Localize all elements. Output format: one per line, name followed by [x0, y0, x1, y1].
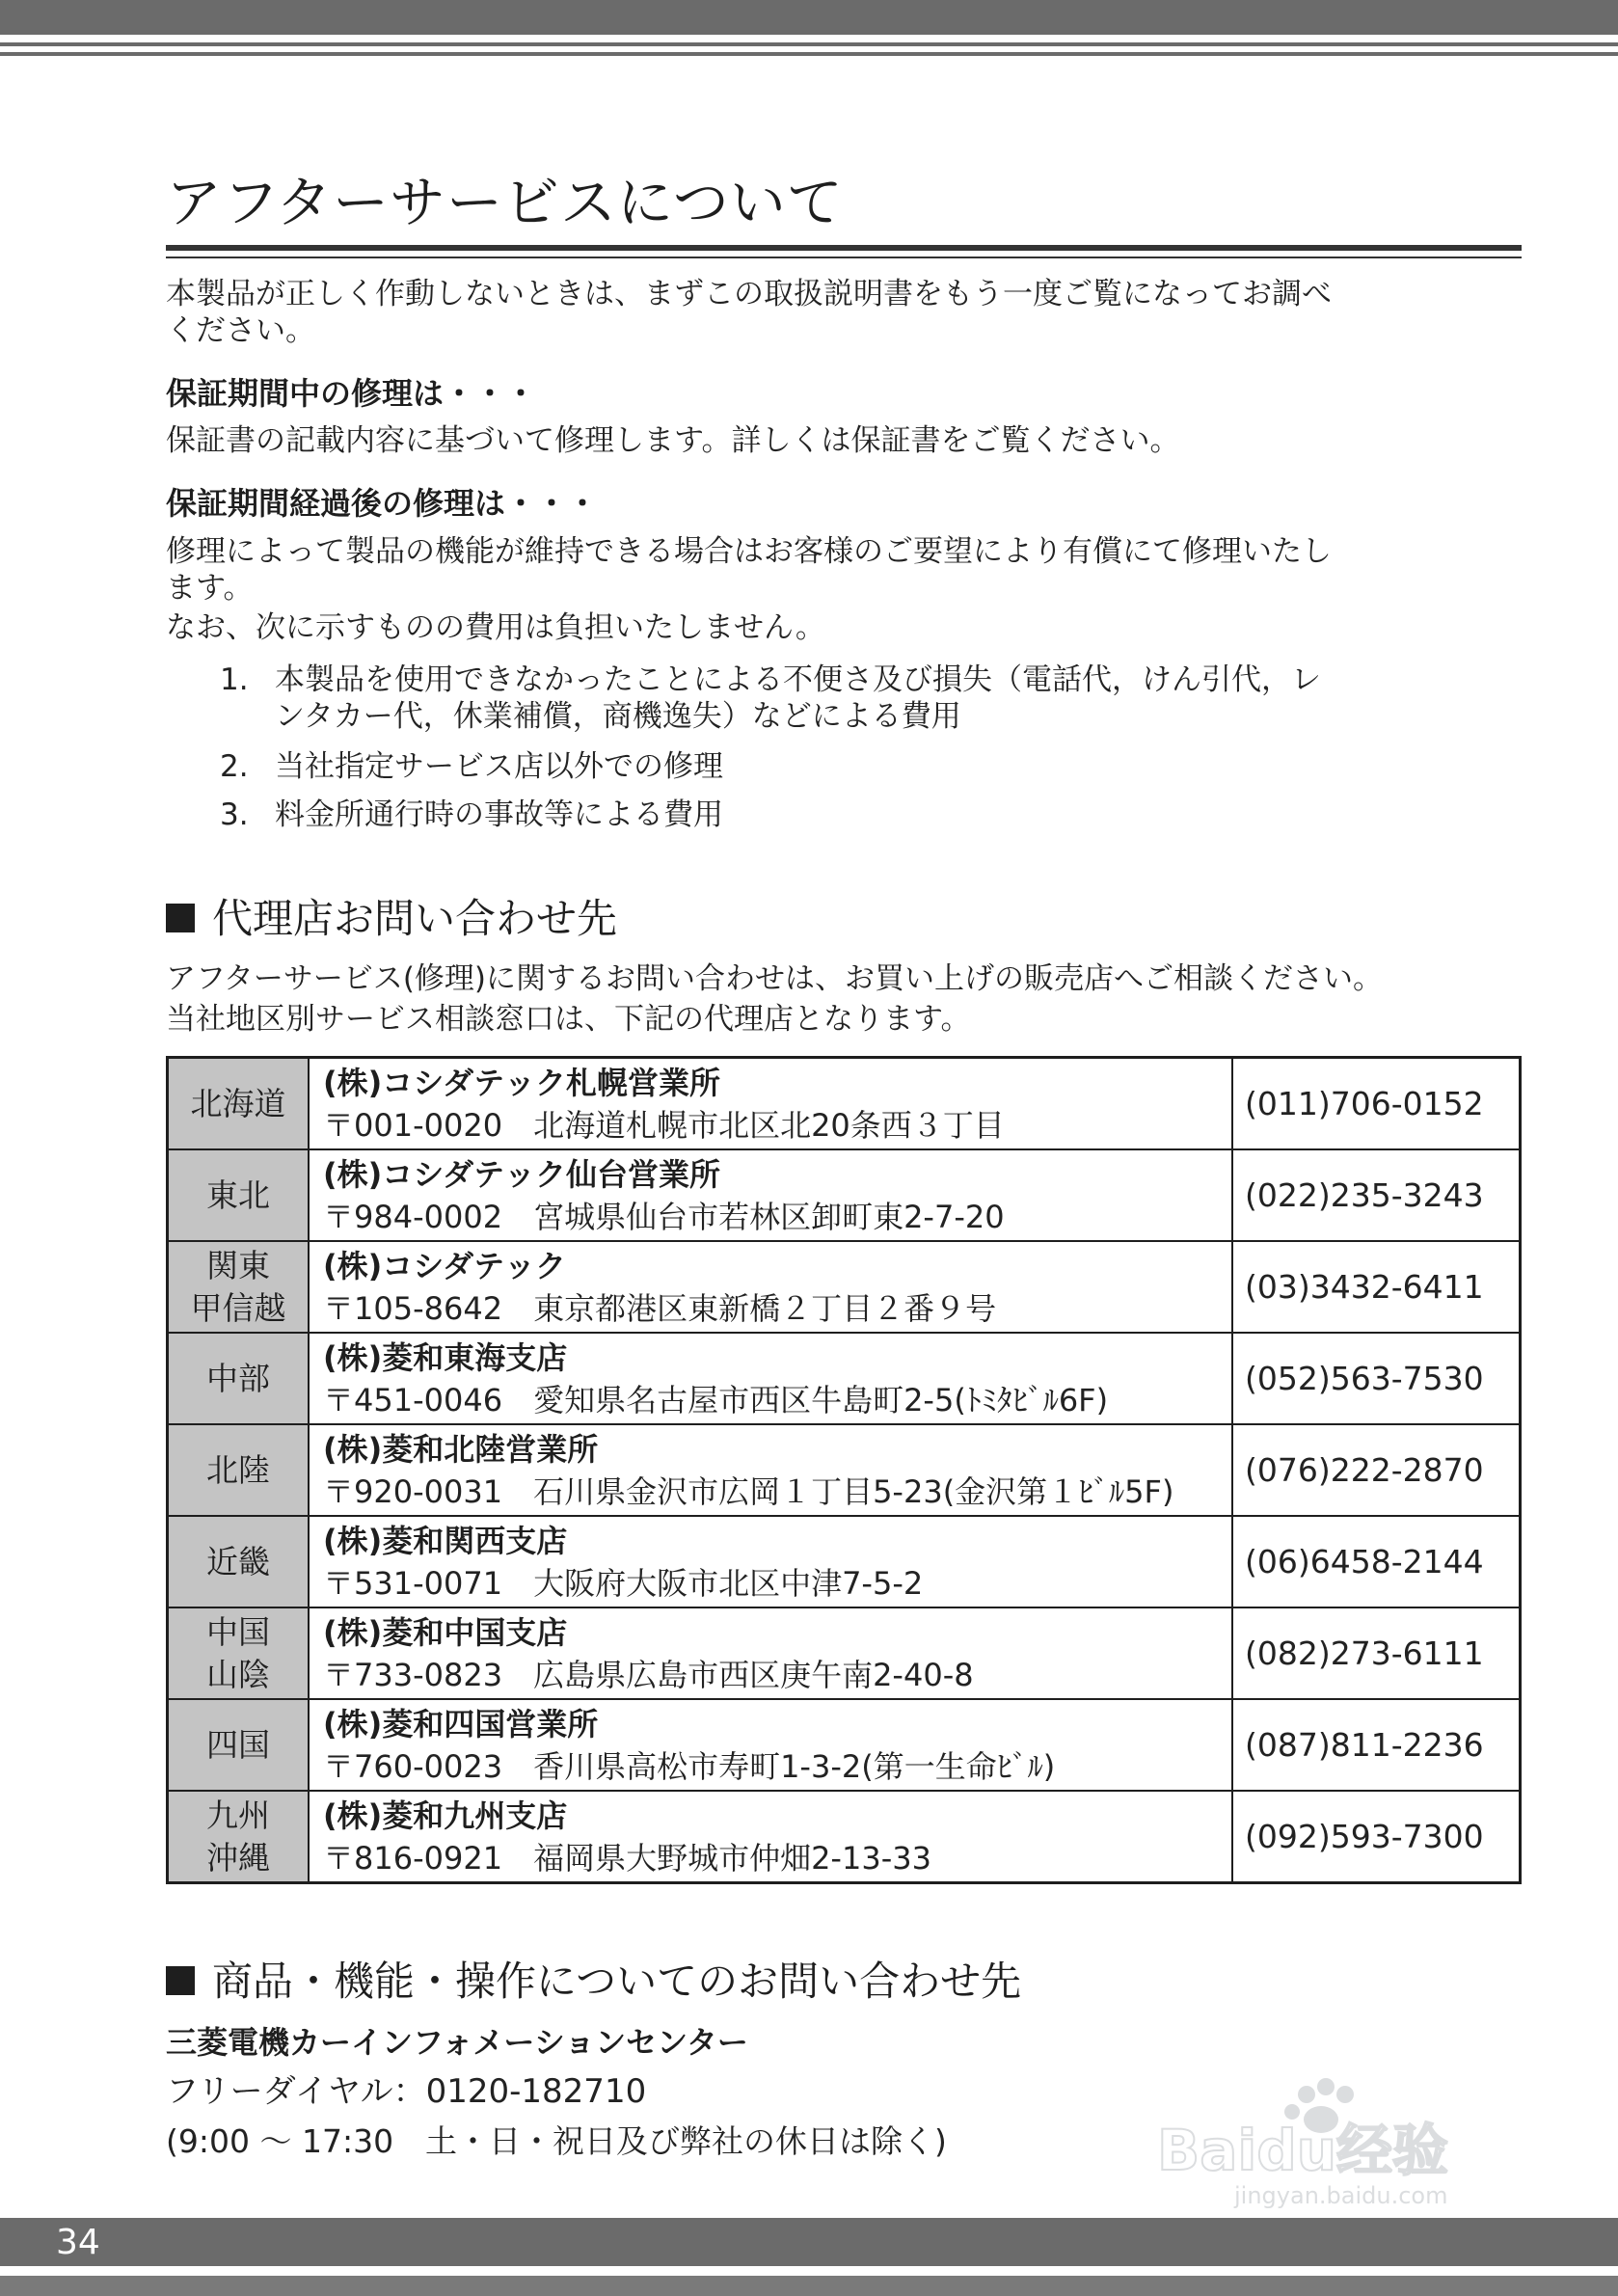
- list-number: 2.: [220, 749, 249, 784]
- region-cell: 関東 甲信越: [168, 1241, 310, 1333]
- dealer-intro: アフターサービス(修理)に関するお問い合わせは、お買い上げの販売店へご相談ください。: [166, 961, 1384, 996]
- phone-number: (022)235-3243: [1232, 1149, 1521, 1241]
- warranty-text: 保証書の記載内容に基づいて修理します。詳しくは保証書をご覧ください。: [166, 423, 1180, 458]
- table-row: [168, 1424, 1521, 1516]
- company-name: (株)菱和関西支店: [323, 1522, 568, 1559]
- product-section-title: 商品・機能・操作についてのお問い合わせ先: [212, 1958, 1022, 2005]
- company-address: 〒733-0823 広島県広島市西区庚午南2-40-8: [323, 1656, 974, 1693]
- region-cell: 近畿: [168, 1516, 310, 1607]
- company-address: 〒105-8642 東京都港区東新橋２丁目２番９号: [323, 1289, 997, 1327]
- dealer-cell: [309, 1424, 1232, 1516]
- list-item: ンタカー代，休業補償，商機逸失）などによる費用: [275, 699, 961, 734]
- table-row: [168, 1241, 1521, 1333]
- dealer-cell: [309, 1699, 1232, 1791]
- phone-number: (082)273-6111: [1232, 1607, 1521, 1699]
- watermark: [1138, 2073, 1562, 2208]
- square-bullet-icon: [166, 1966, 195, 1995]
- region-cell: 東北: [168, 1149, 310, 1241]
- watermark-url: jingyan.baidu.com: [1234, 2182, 1448, 2208]
- region-cell: 四国: [168, 1699, 310, 1791]
- list-number: 1.: [220, 662, 249, 697]
- phone-number: (092)593-7300: [1232, 1791, 1521, 1883]
- phone-number: (06)6458-2144: [1232, 1516, 1521, 1607]
- dealer-cell: [309, 1516, 1232, 1607]
- watermark-brand: Baidu经验: [1157, 2118, 1449, 2183]
- company-name: (株)菱和北陸営業所: [323, 1430, 599, 1468]
- region-cell: 中国 山陰: [168, 1607, 310, 1699]
- header-bar: [0, 0, 1618, 35]
- company-name: (株)菱和中国支店: [323, 1613, 568, 1651]
- dealer-cell: [309, 1149, 1232, 1241]
- table-row: [168, 1791, 1521, 1883]
- after-warranty-text: ます。: [166, 571, 254, 606]
- header-stripe: [0, 42, 1618, 46]
- table-row: [168, 1149, 1521, 1241]
- company-address: 〒984-0002 宮城県仙台市若林区卸町東2-7-20: [323, 1198, 1005, 1235]
- after-warranty-heading: 保証期間経過後の修理は・・・: [166, 485, 599, 522]
- dealer-intro: 当社地区別サービス相談窓口は、下記の代理店となります。: [166, 1002, 971, 1037]
- region-cell: 北海道: [168, 1058, 310, 1150]
- phone-number: (076)222-2870: [1232, 1424, 1521, 1516]
- list-item: 料金所通行時の事故等による費用: [275, 797, 723, 832]
- service-hours: (9:00 ～ 17:30 土・日・祝日及び弊社の休日は除く): [166, 2122, 947, 2160]
- phone-number: (052)563-7530: [1232, 1333, 1521, 1424]
- page-number: 34: [56, 2223, 100, 2262]
- company-address: 〒451-0046 愛知県名古屋市西区牛島町2-5(ﾄﾐﾀﾋﾞﾙ6F): [323, 1381, 1109, 1418]
- dealer-cell: [309, 1241, 1232, 1333]
- table-row: [168, 1058, 1521, 1150]
- dealer-cell: [309, 1333, 1232, 1424]
- phone-number: (087)811-2236: [1232, 1699, 1521, 1791]
- warranty-heading: 保証期間中の修理は・・・: [166, 375, 537, 412]
- dealer-section-title: 代理店お問い合わせ先: [212, 895, 618, 942]
- company-name: (株)コシダテック札幌営業所: [323, 1064, 720, 1101]
- intro-text: 本製品が正しく作動しないときは、まずこの取扱説明書をもう一度ご覧になってお調べ: [166, 277, 1332, 311]
- company-address: 〒001-0020 北海道札幌市北区北20条西３丁目: [323, 1106, 1005, 1144]
- list-item: 本製品を使用できなかったことによる不便さ及び損失（電話代，けん引代，レ: [275, 662, 1321, 697]
- after-warranty-text: 修理によって製品の機能が維持できる場合はお客様のご要望により有償にて修理いたし: [166, 534, 1332, 569]
- product-section-heading: [166, 1958, 1021, 2006]
- region-cell: 中部: [168, 1333, 310, 1424]
- company-address: 〒760-0023 香川県高松市寿町1-3-2(第一生命ﾋﾞﾙ): [323, 1747, 1056, 1785]
- table-row: [168, 1333, 1521, 1424]
- phone-number: (03)3432-6411: [1232, 1241, 1521, 1333]
- region-cell: 北陸: [168, 1424, 310, 1516]
- company-name: (株)菱和九州支店: [323, 1796, 568, 1834]
- header-stripe: [0, 52, 1618, 56]
- square-bullet-icon: [166, 904, 195, 932]
- baidu-watermark-icon: [1138, 2073, 1562, 2208]
- intro-text: ください。: [166, 313, 315, 348]
- phone-number: (011)706-0152: [1232, 1058, 1521, 1150]
- dealer-table: [166, 1056, 1522, 1884]
- table-row: [168, 1516, 1521, 1607]
- footer-stripe: [0, 2276, 1618, 2296]
- company-name: (株)菱和東海支店: [323, 1338, 568, 1376]
- title-divider: [166, 245, 1522, 251]
- table-row: [168, 1699, 1521, 1791]
- company-name: (株)菱和四国営業所: [323, 1705, 599, 1742]
- list-number: 3.: [220, 797, 249, 832]
- company-address: 〒531-0071 大阪府大阪市北区中津7-5-2: [323, 1564, 924, 1602]
- dealer-cell: [309, 1058, 1232, 1150]
- region-cell: 九州 沖縄: [168, 1791, 310, 1883]
- info-center-name: 三菱電機カーインフォメーションセンター: [166, 2024, 748, 2061]
- company-address: 〒816-0921 福岡県大野城市仲畑2-13-33: [323, 1839, 931, 1877]
- freedial-number: フリーダイヤル：0120-182710: [166, 2072, 647, 2111]
- dealer-cell: [309, 1607, 1232, 1699]
- dealer-section-heading: [166, 895, 617, 943]
- dealer-cell: [309, 1791, 1232, 1883]
- after-warranty-text: なお、次に示すものの費用は負担いたしません。: [166, 610, 825, 645]
- company-name: (株)コシダテック仙台営業所: [323, 1155, 720, 1193]
- company-name: (株)コシダテック: [323, 1247, 566, 1284]
- footer-bar: [0, 2218, 1618, 2266]
- list-item: 当社指定サービス店以外での修理: [275, 749, 723, 784]
- company-address: 〒920-0031 石川県金沢市広岡１丁目5-23(金沢第１ﾋﾞﾙ5F): [323, 1472, 1174, 1510]
- title-divider: [166, 257, 1522, 258]
- page-title: アフターサービスについて: [166, 170, 844, 235]
- table-row: [168, 1607, 1521, 1699]
